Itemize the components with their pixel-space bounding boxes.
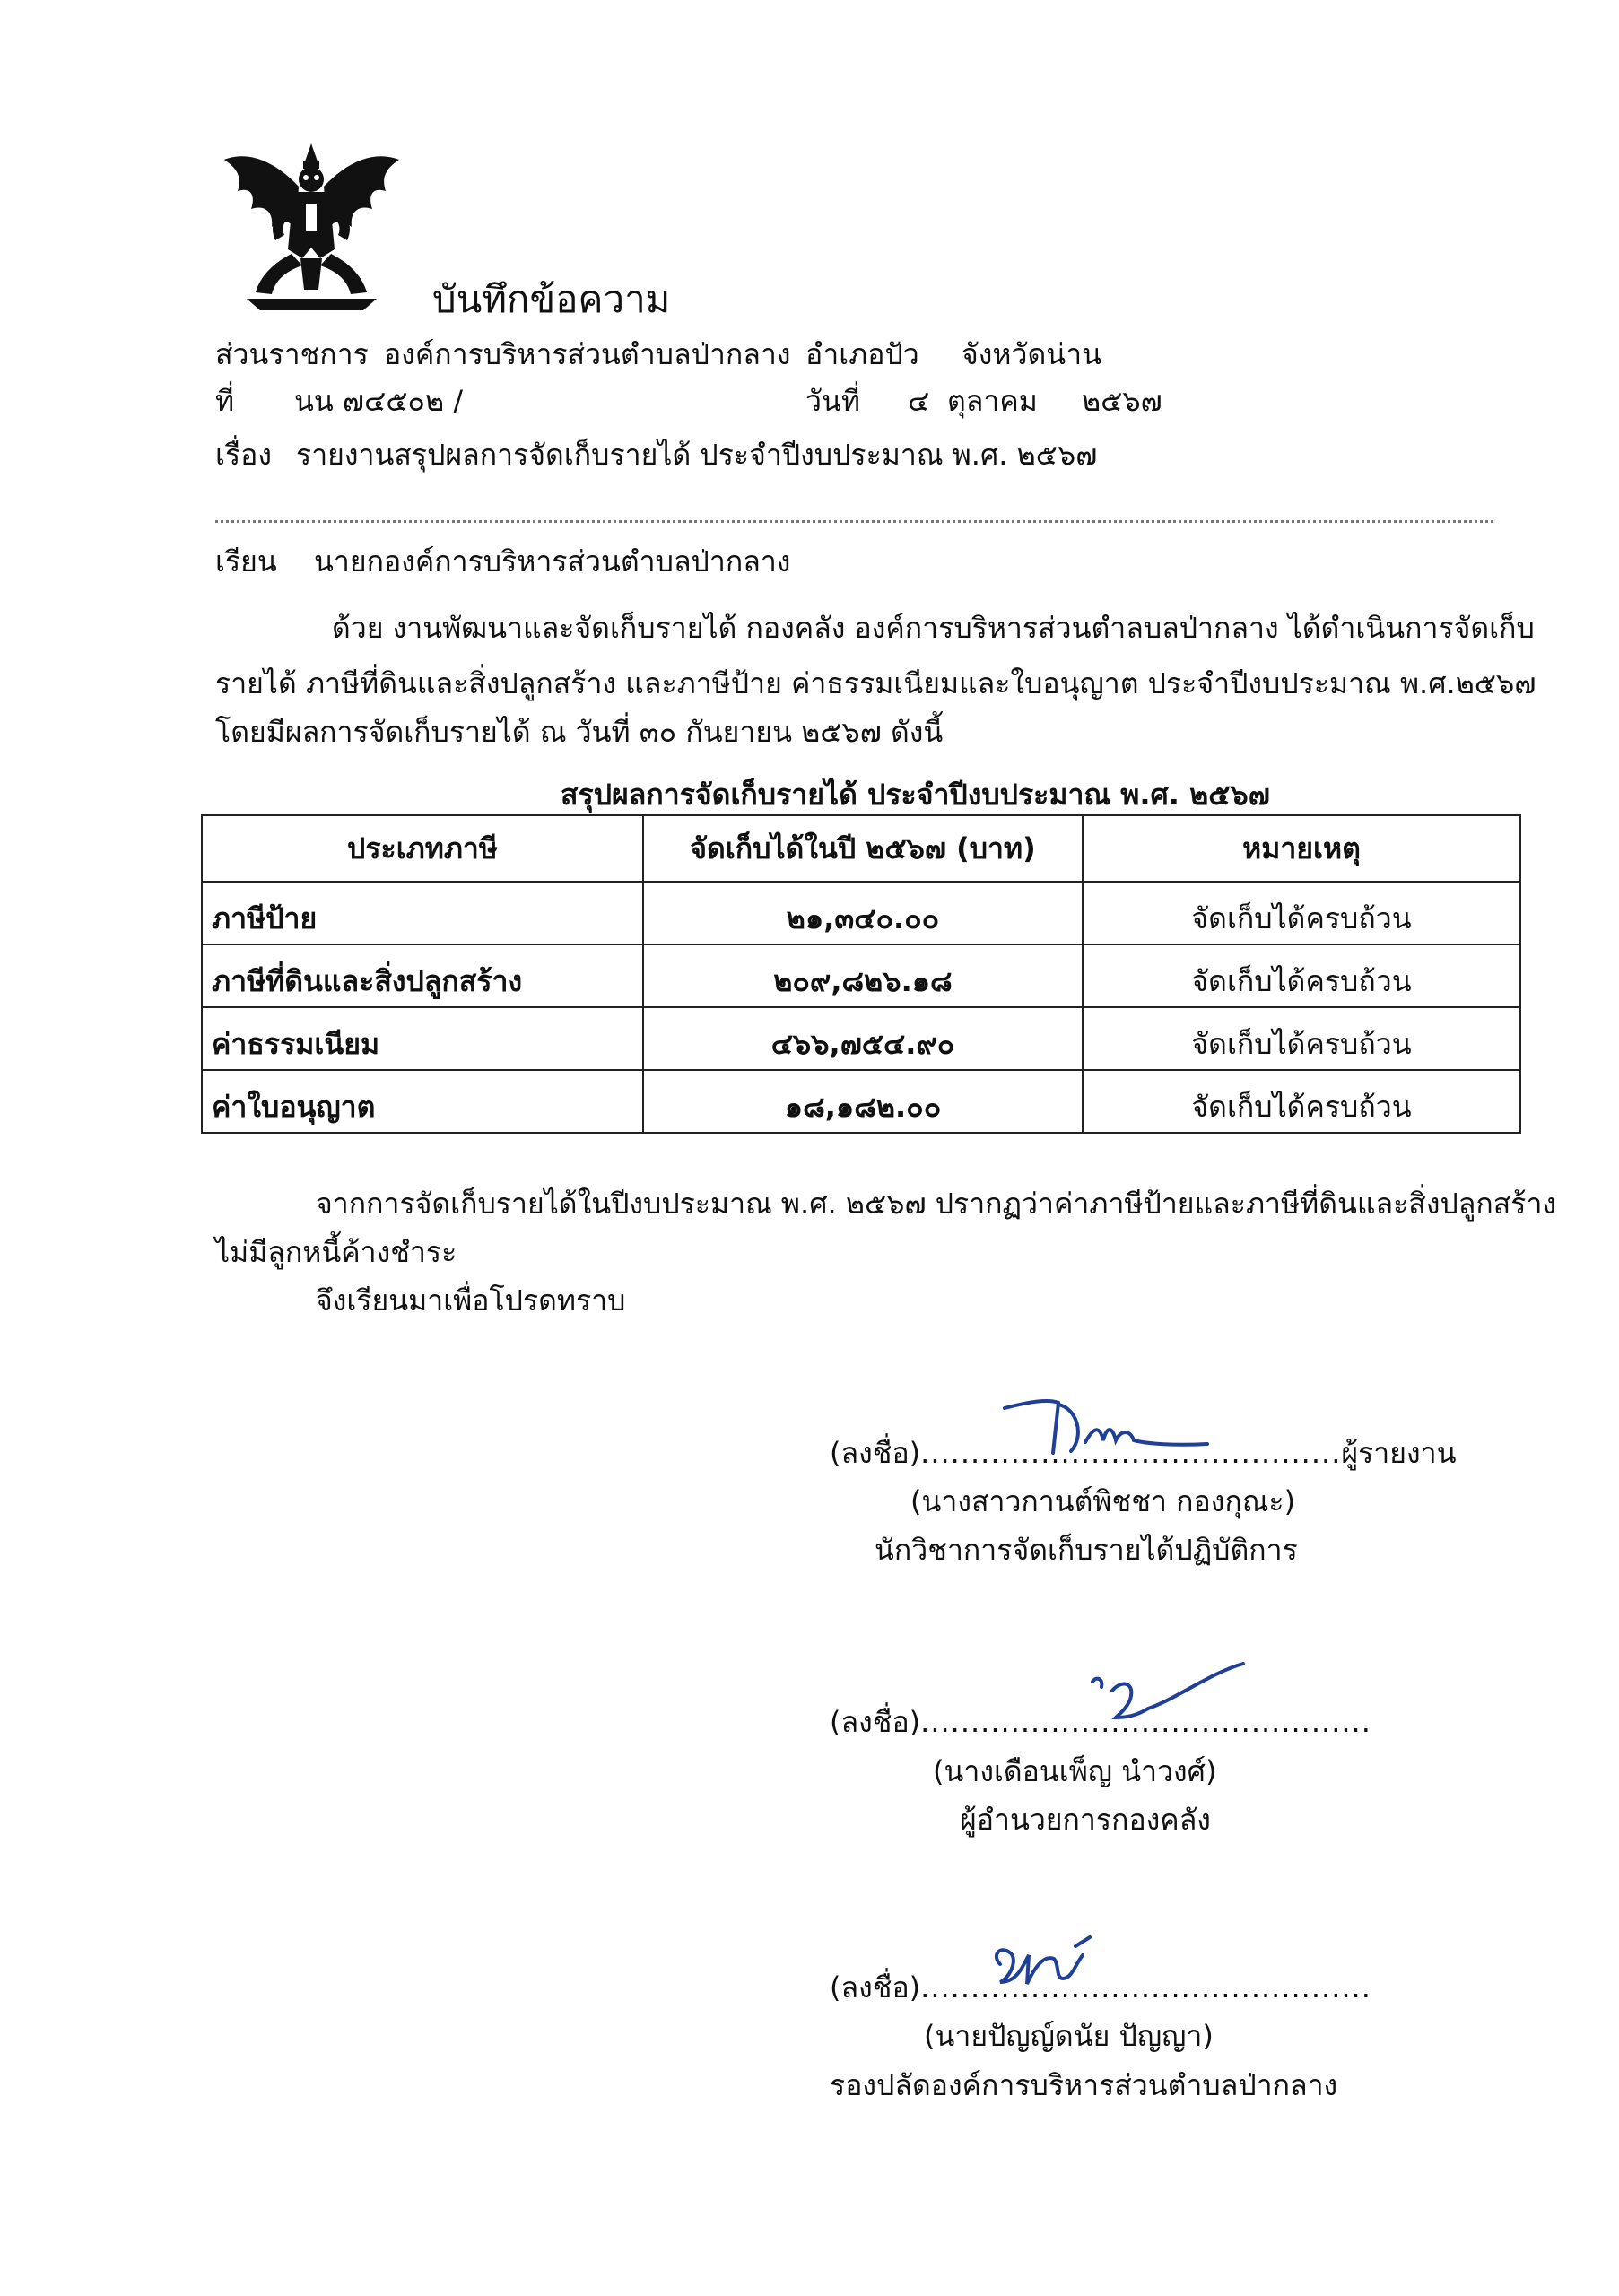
table-header-row bbox=[202, 815, 1520, 882]
body-para1-line2: รายได้ ภาษีที่ดินและสิ่งปลูกสร้าง และภาษีป้าย ค่าธรรมเนียมและใบอนุญาต ประจำปีงบประมาณ พ.ศ.๒๕๖๗ bbox=[215, 666, 1536, 700]
to-recipient: นายกองค์การบริหารส่วนตำบลป่ากลาง bbox=[314, 544, 791, 578]
col-header-note: หมายเหตุ bbox=[1083, 815, 1520, 882]
to-label: เรียน bbox=[215, 544, 277, 578]
sign-suffix: ผู้รายงาน bbox=[1341, 1436, 1457, 1470]
signature-3-position: รองปลัดองค์การบริหารส่วนตำบลป่ากลาง bbox=[830, 2068, 1338, 2102]
date-label: วันที่ bbox=[805, 384, 860, 418]
row-amount: ๑๘,๑๘๒.๐๐ bbox=[643, 1070, 1083, 1133]
handwritten-signature-2 bbox=[1085, 1655, 1247, 1735]
closing-line: จึงเรียนมาเพื่อโปรดทราบ bbox=[316, 1283, 626, 1318]
table-title: สรุปผลการจัดเก็บรายได้ ประจำปีงบประมาณ พ.ศ. ๒๕๖๗ bbox=[561, 778, 1270, 812]
row-type: ภาษีที่ดินและสิ่งปลูกสร้าง bbox=[202, 944, 643, 1007]
row-amount: ๒๑,๓๔๐.๐๐ bbox=[643, 882, 1083, 944]
date-month: ตุลาคม bbox=[947, 384, 1038, 418]
sign-prefix: (ลงชื่อ) bbox=[830, 1436, 921, 1470]
handwritten-signature-3 bbox=[982, 1928, 1108, 2000]
row-type: ภาษีป้าย bbox=[202, 882, 643, 944]
sign-prefix: (ลงชื่อ) bbox=[830, 1970, 921, 2005]
ref-number: นน ๗๔๕๐๒ / bbox=[294, 384, 463, 418]
signature-2-position: ผู้อำนวยการกองคลัง bbox=[960, 1803, 1211, 1837]
signature-1-name: (นางสาวกานต์พิชชา กองกุณะ) bbox=[910, 1484, 1296, 1518]
body-para1-line1: ด้วย งานพัฒนาและจัดเก็บรายได้ กองคลัง องค์การบริหารส่วนตำลบลป่ากลาง ได้ดำเนินการจัดเก็บ bbox=[332, 611, 1535, 645]
table-row bbox=[202, 1070, 1520, 1133]
sign-dots: ............................................. bbox=[920, 1705, 1371, 1739]
district: อำเภอปัว bbox=[805, 337, 919, 371]
signature-2-name: (นางเดือนเพ็ญ นำวงศ์) bbox=[933, 1754, 1217, 1788]
table-row bbox=[202, 944, 1520, 1007]
row-type: ค่าธรรมเนียม bbox=[202, 1007, 643, 1070]
signature-3-name: (นายปัญญ์ดนัย ปัญญา) bbox=[924, 2019, 1214, 2053]
row-note: จัดเก็บได้ครบถ้วน bbox=[1083, 882, 1520, 944]
sign-dots: .......................................... bbox=[920, 1436, 1342, 1470]
sign-prefix: (ลงชื่อ) bbox=[830, 1705, 921, 1739]
row-note: จัดเก็บได้ครบถ้วน bbox=[1083, 944, 1520, 1007]
memo-title: บันทึกข้อความ bbox=[432, 277, 671, 321]
agency-label: ส่วนราชการ bbox=[215, 337, 369, 371]
signature-1-position: นักวิชาการจัดเก็บรายได้ปฏิบัติการ bbox=[875, 1533, 1298, 1567]
row-amount: ๒๐๙,๘๒๖.๑๘ bbox=[643, 944, 1083, 1007]
province: จังหวัดน่าน bbox=[962, 337, 1101, 371]
ref-label: ที่ bbox=[215, 384, 235, 418]
row-amount: ๔๖๖,๗๕๔.๙๐ bbox=[643, 1007, 1083, 1070]
divider bbox=[215, 520, 1493, 523]
row-type: ค่าใบอนุญาต bbox=[202, 1070, 643, 1133]
row-note: จัดเก็บได้ครบถ้วน bbox=[1083, 1007, 1520, 1070]
handwritten-signature-1 bbox=[996, 1390, 1211, 1462]
row-note: จัดเก็บได้ครบถ้วน bbox=[1083, 1070, 1520, 1133]
garuda-emblem-icon bbox=[220, 142, 404, 312]
col-header-type: ประเภทภาษี bbox=[202, 815, 643, 882]
sign-dots: ............................................. bbox=[920, 1970, 1371, 2005]
table-row bbox=[202, 882, 1520, 944]
col-header-amount: จัดเก็บได้ในปี ๒๕๖๗ (บาท) bbox=[643, 815, 1083, 882]
body-para2-line2: ไม่มีลูกหนี้ค้างชำระ bbox=[215, 1235, 457, 1269]
date-year: ๒๕๖๗ bbox=[1082, 384, 1162, 418]
table-row bbox=[202, 1007, 1520, 1070]
body-para2-line1: จากการจัดเก็บรายได้ในปีงบประมาณ พ.ศ. ๒๕๖๗ ปรากฏว่าค่าภาษีป้ายและภาษีที่ดินและสิ่งปลูกสร้าง bbox=[316, 1187, 1557, 1221]
revenue-summary-table bbox=[201, 814, 1521, 1134]
date-day: ๔ bbox=[908, 384, 930, 418]
body-para1-line3: โดยมีผลการจัดเก็บรายได้ ณ วันที่ ๓๐ กันยายน ๒๕๖๗ ดังนี้ bbox=[215, 715, 944, 749]
subject-label: เรื่อง bbox=[215, 438, 272, 472]
subject: รายงานสรุปผลการจัดเก็บรายได้ ประจำปีงบประมาณ พ.ศ. ๒๕๖๗ bbox=[296, 438, 1098, 472]
agency-name: องค์การบริหารส่วนตำบลป่ากลาง bbox=[384, 337, 791, 371]
